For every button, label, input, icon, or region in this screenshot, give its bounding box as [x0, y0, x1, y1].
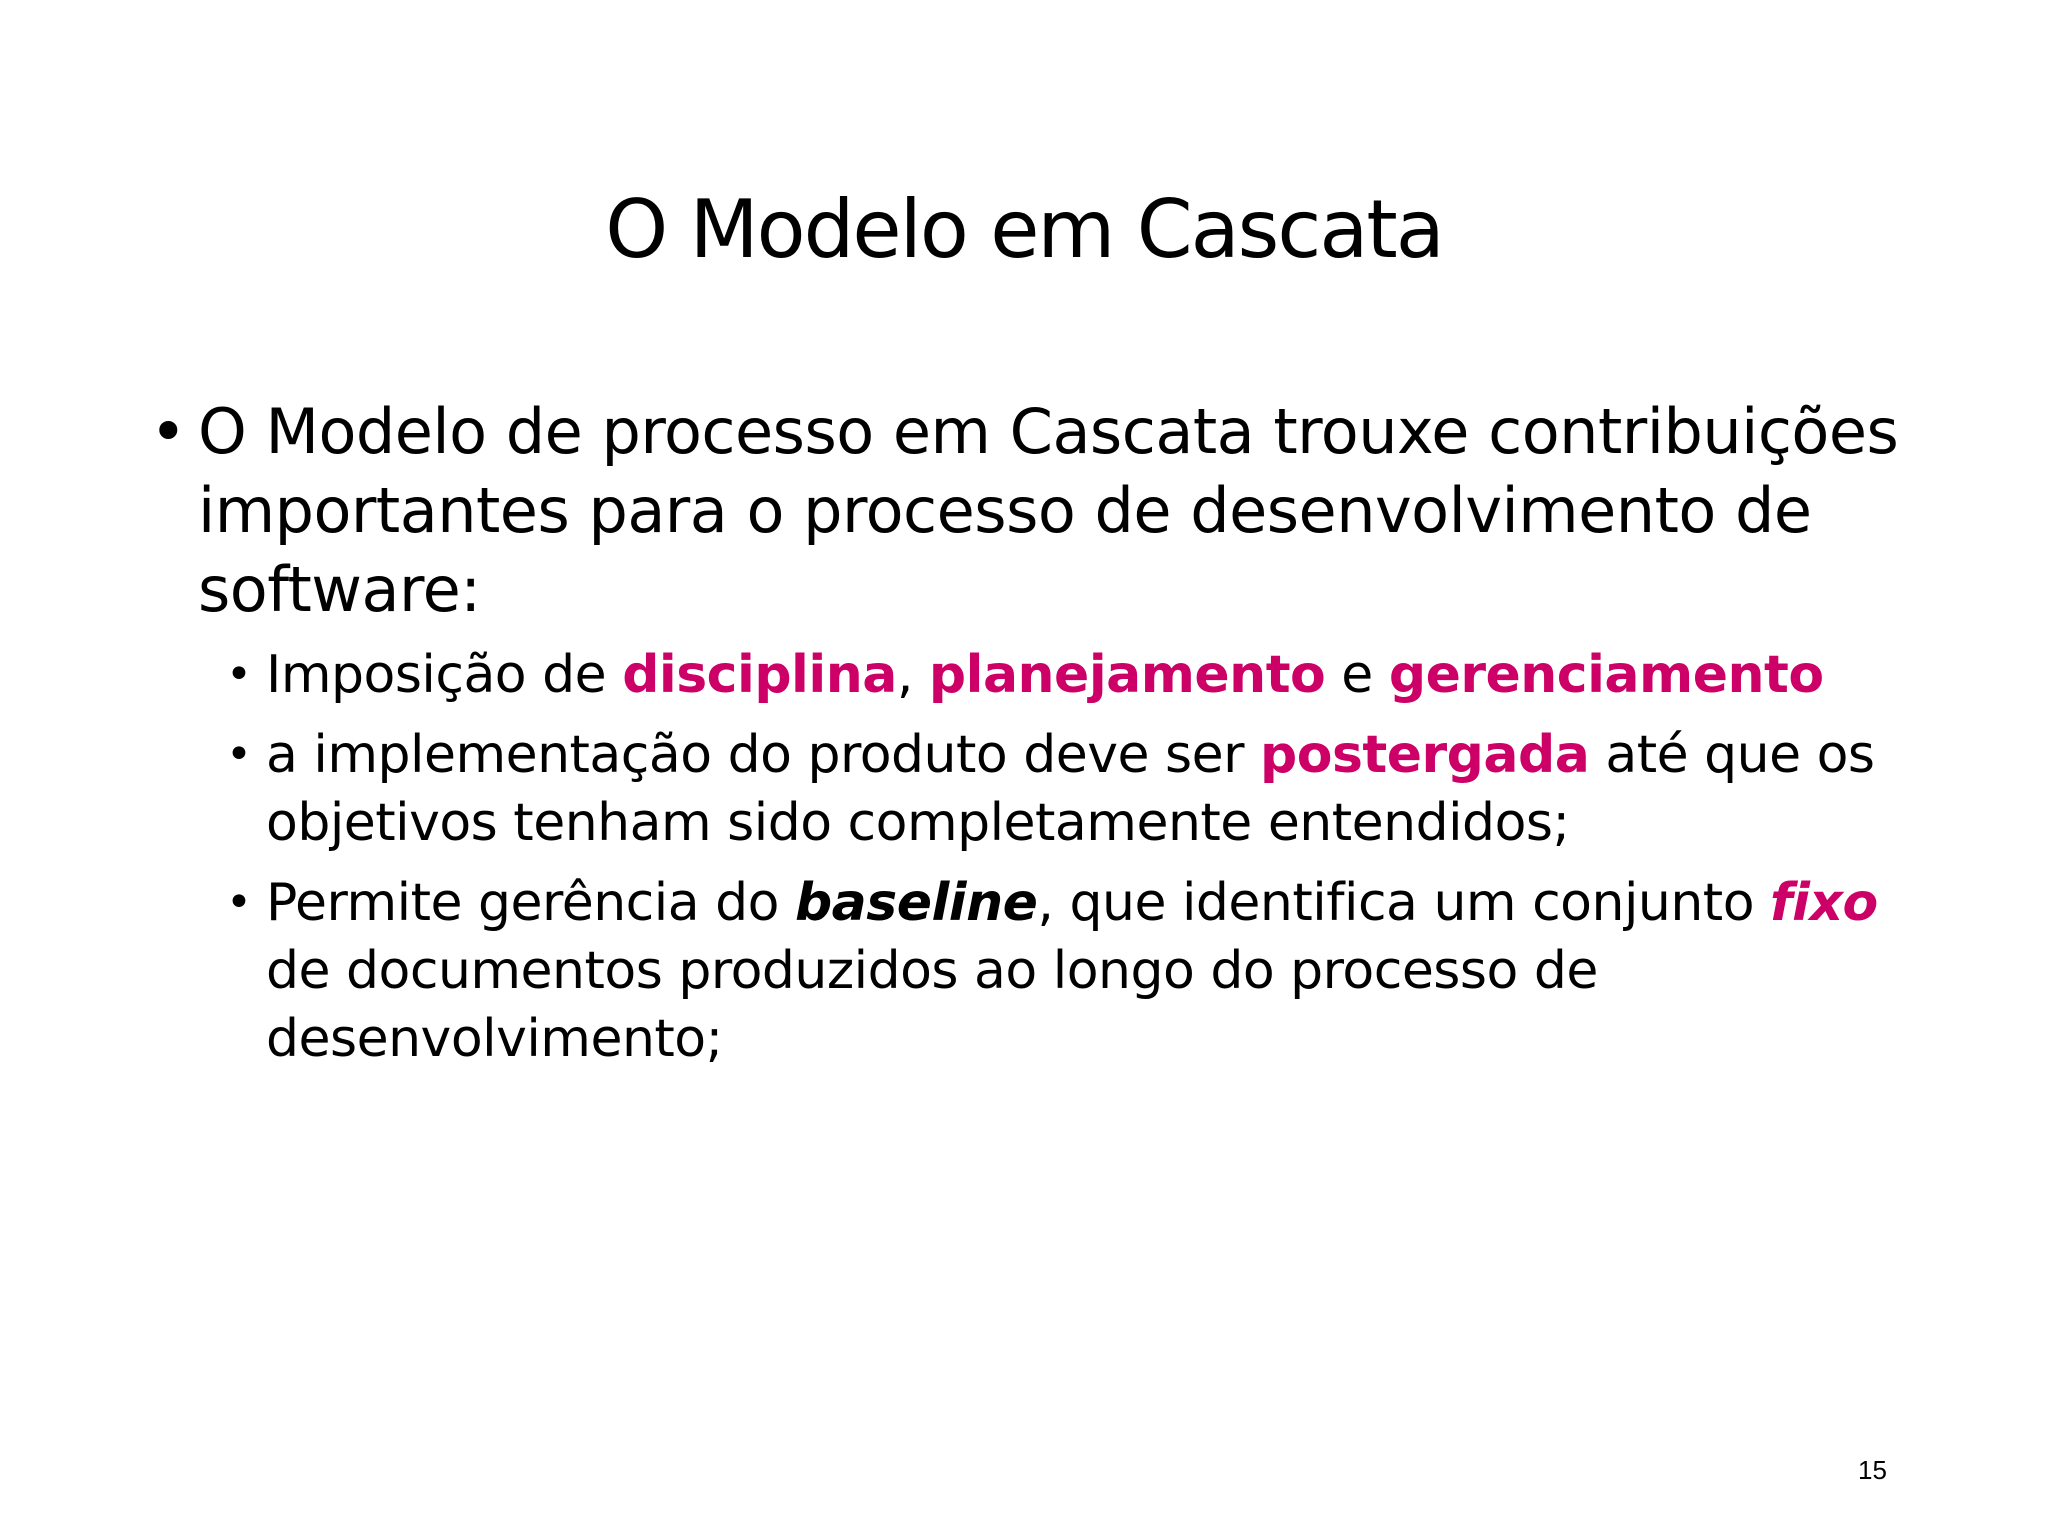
- page-number: 15: [1858, 1455, 1887, 1485]
- sub-bullet-text: de documentos produzidos ao longo do processo de desenvolvimento;: [266, 941, 1598, 1069]
- highlight-planejamento: planejamento: [928, 645, 1326, 705]
- sub-bullet-text: , que identifica um conjunto: [1037, 873, 1771, 933]
- sub-bullet-1: [226, 641, 1910, 709]
- highlight-disciplina: disciplina: [622, 645, 897, 705]
- main-bullet-text: O Modelo de processo em Cascata trouxe contribuições importantes para o processo de desenvolvimento de software:: [198, 395, 1899, 626]
- highlight-postergada: postergada: [1260, 725, 1590, 785]
- emphasis-baseline: baseline: [794, 873, 1038, 933]
- bullet-list: [150, 392, 1910, 1085]
- slide-title: O Modelo em Cascata: [605, 183, 1443, 276]
- sub-bullet-text: e: [1325, 645, 1389, 705]
- sub-bullet-text: Permite gerência do: [266, 873, 795, 933]
- main-bullet: [150, 392, 1910, 629]
- sub-bullet-3: [226, 869, 1910, 1073]
- bullet-dot-icon: •: [226, 729, 252, 780]
- bullet-dot-icon: •: [226, 649, 252, 700]
- bullet-dot-icon: •: [226, 877, 252, 928]
- sub-bullet-text: Imposição de: [266, 645, 623, 705]
- sub-bullet-text: a implementação do produto deve ser: [266, 725, 1260, 785]
- highlight-gerenciamento: gerenciamento: [1388, 645, 1824, 705]
- sub-bullet-text: ,: [896, 645, 929, 705]
- sub-bullet-list: [150, 641, 1910, 1073]
- highlight-fixo: fixo: [1770, 873, 1878, 933]
- sub-bullet-text: até que os objetivos tenham sido completamente entendidos;: [266, 725, 1875, 853]
- bullet-dot-icon: •: [150, 395, 187, 468]
- sub-bullet-2: [226, 721, 1910, 857]
